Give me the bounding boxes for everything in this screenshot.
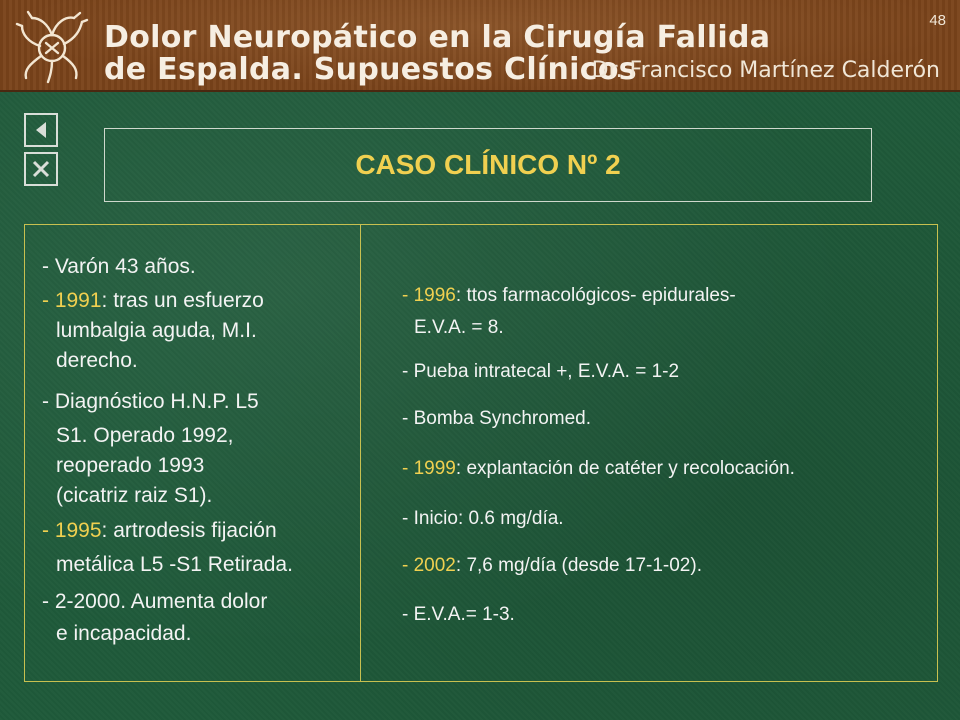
left-item-2-line2: lumbalgia aguda, M.I. <box>56 319 257 342</box>
slide-title-box <box>104 128 872 202</box>
left-item-2-text: : tras un esfuerzo <box>101 289 264 312</box>
close-button[interactable] <box>24 152 58 186</box>
left-item-1: - Varón 43 años. <box>42 255 196 278</box>
right-item-4-text: : explantación de catéter y recolocación. <box>455 458 795 479</box>
right-item-6-text: : 7,6 mg/día (desde 17-1-02). <box>455 555 702 576</box>
left-item-4-line2: metálica L5 -S1 Retirada. <box>56 553 293 576</box>
right-item-1-year: 1996 <box>413 285 456 306</box>
right-item-1-text: : ttos farmacológicos- epidurales- <box>455 285 736 306</box>
right-item-4 <box>402 454 795 483</box>
right-item-1 <box>402 281 736 310</box>
left-item-2-dash: - <box>42 289 55 312</box>
right-item-7: - E.V.A.= 1-3. <box>402 604 515 625</box>
left-item-3-line4: (cicatriz raiz S1). <box>56 484 213 507</box>
header-banner <box>0 0 960 92</box>
left-item-2-line3: derecho. <box>56 349 138 372</box>
right-item-4-year: 1999 <box>413 458 456 479</box>
back-arrow-icon <box>26 115 56 145</box>
left-item-3-line1: - Diagnóstico H.N.P. L5 <box>42 390 259 413</box>
slide-title: CASO CLÍNICO Nº 2 <box>355 149 621 180</box>
left-item-4-dash: - <box>42 519 55 542</box>
right-item-5: - Inicio: 0.6 mg/día. <box>402 508 564 529</box>
author-name: Dr. Francisco Martínez Calderón <box>591 58 940 83</box>
header-title-line2: de Espalda. Supuestos Clínicos <box>104 52 637 87</box>
left-item-3-line2: S1. Operado 1992, <box>56 424 234 447</box>
close-icon <box>26 154 56 184</box>
left-item-4-year: 1995 <box>54 519 102 542</box>
left-item-4 <box>42 516 277 546</box>
left-item-5-line2: e incapacidad. <box>56 622 192 645</box>
left-item-2-year: 1991 <box>54 289 102 312</box>
header-title-line1: Dolor Neuropático en la Cirugía Fallida <box>104 20 771 55</box>
back-button[interactable] <box>24 113 58 147</box>
right-item-3: - Bomba Synchromed. <box>402 408 592 429</box>
right-item-1-dash: - <box>402 285 414 306</box>
left-item-3-line3: reoperado 1993 <box>56 454 205 477</box>
right-item-1-line2: E.V.A. = 8. <box>414 317 504 338</box>
left-item-4-text: : artrodesis fijación <box>101 519 277 542</box>
logo-icon <box>14 8 90 84</box>
right-item-6-dash: - <box>402 555 414 576</box>
right-item-6 <box>402 551 702 580</box>
left-item-2 <box>42 286 264 316</box>
right-item-2: - Pueba intratecal +, E.V.A. = 1-2 <box>402 361 680 382</box>
right-item-4-dash: - <box>402 458 414 479</box>
column-divider <box>360 224 361 682</box>
right-item-6-year: 2002 <box>413 555 456 576</box>
left-item-5-line1: - 2-2000. Aumenta dolor <box>42 590 268 613</box>
page-number: 48 <box>929 12 946 29</box>
